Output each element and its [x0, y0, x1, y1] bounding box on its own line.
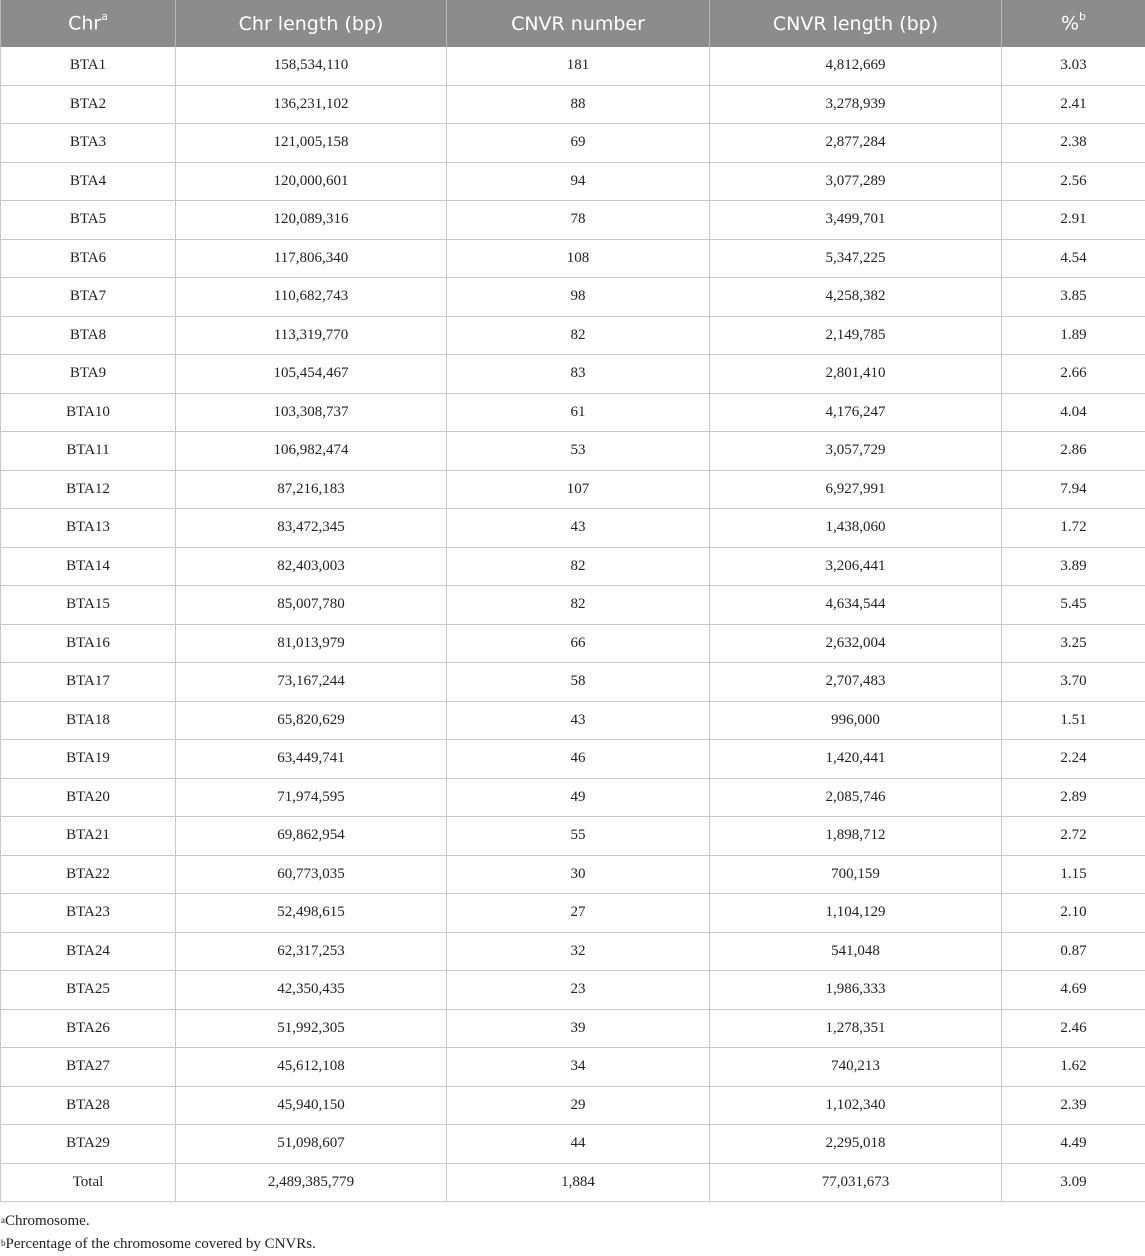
cell-cnvr-length: 77,031,673 [710, 1163, 1002, 1202]
table-row [1, 201, 1145, 240]
table-row [1, 470, 1145, 509]
cell-chr-length: 69,862,954 [176, 817, 447, 856]
cell-cnvr-length: 1,986,333 [710, 971, 1002, 1010]
footnotes [1, 1210, 316, 1256]
cell-percent: 3.25 [1002, 624, 1145, 663]
cell-chr: BTA3 [1, 124, 176, 163]
cell-cnvr-number: 44 [447, 1125, 710, 1164]
cell-cnvr-length: 4,176,247 [710, 393, 1002, 432]
cell-chr-length: 2,489,385,779 [176, 1163, 447, 1202]
cell-cnvr-number: 181 [447, 47, 710, 85]
cell-chr-length: 42,350,435 [176, 971, 447, 1010]
cell-chr: BTA23 [1, 894, 176, 933]
cell-cnvr-number: 94 [447, 162, 710, 201]
cell-chr: BTA13 [1, 509, 176, 548]
cell-percent: 1.72 [1002, 509, 1145, 548]
cell-cnvr-number: 23 [447, 971, 710, 1010]
cell-chr: BTA29 [1, 1125, 176, 1164]
cell-chr-length: 51,098,607 [176, 1125, 447, 1164]
header-cnvr-number: CNVR number [447, 0, 710, 47]
cell-cnvr-number: 66 [447, 624, 710, 663]
table-row [1, 1048, 1145, 1087]
cell-cnvr-length: 4,634,544 [710, 586, 1002, 625]
table-row [1, 894, 1145, 933]
cell-chr: BTA22 [1, 855, 176, 894]
cell-cnvr-number: 49 [447, 778, 710, 817]
table-row [1, 509, 1145, 548]
cell-chr-length: 63,449,741 [176, 740, 447, 779]
cell-cnvr-number: 55 [447, 817, 710, 856]
table-row [1, 316, 1145, 355]
cell-cnvr-length: 541,048 [710, 932, 1002, 971]
header-cnvr-length: CNVR length (bp) [710, 0, 1002, 47]
cell-cnvr-number: 83 [447, 355, 710, 394]
table-row [1, 701, 1145, 740]
cell-percent: 3.09 [1002, 1163, 1145, 1202]
cell-percent: 2.24 [1002, 740, 1145, 779]
cell-cnvr-number: 58 [447, 663, 710, 702]
cell-cnvr-length: 1,898,712 [710, 817, 1002, 856]
table-row [1, 47, 1145, 85]
cell-chr: BTA11 [1, 432, 176, 471]
cell-percent: 2.89 [1002, 778, 1145, 817]
cell-chr-length: 73,167,244 [176, 663, 447, 702]
cell-cnvr-length: 2,149,785 [710, 316, 1002, 355]
table-row [1, 1086, 1145, 1125]
cell-cnvr-length: 2,707,483 [710, 663, 1002, 702]
cell-chr-length: 81,013,979 [176, 624, 447, 663]
table-row [1, 355, 1145, 394]
cell-chr-length: 158,534,110 [176, 47, 447, 85]
cell-cnvr-length: 2,801,410 [710, 355, 1002, 394]
cell-percent: 1.62 [1002, 1048, 1145, 1087]
cell-chr: BTA16 [1, 624, 176, 663]
cell-chr: BTA12 [1, 470, 176, 509]
footnote-a: $^a$Chromosome. [1, 1210, 316, 1233]
table-row [1, 278, 1145, 317]
cell-cnvr-number: 46 [447, 740, 710, 779]
header-chr: Chr$^a$ [1, 0, 176, 47]
table-row [1, 817, 1145, 856]
cell-chr-length: 65,820,629 [176, 701, 447, 740]
cell-cnvr-number: 108 [447, 239, 710, 278]
cell-cnvr-length: 2,877,284 [710, 124, 1002, 163]
cell-cnvr-number: 43 [447, 701, 710, 740]
cell-cnvr-length: 4,258,382 [710, 278, 1002, 317]
cell-cnvr-number: 61 [447, 393, 710, 432]
cell-cnvr-length: 1,438,060 [710, 509, 1002, 548]
cell-cnvr-number: 98 [447, 278, 710, 317]
table-row [1, 971, 1145, 1010]
cell-chr-length: 120,089,316 [176, 201, 447, 240]
table-row [1, 432, 1145, 471]
cell-chr: BTA2 [1, 85, 176, 124]
cell-chr: BTA20 [1, 778, 176, 817]
cell-cnvr-length: 6,927,991 [710, 470, 1002, 509]
cell-chr: BTA5 [1, 201, 176, 240]
cell-cnvr-number: 69 [447, 124, 710, 163]
cell-cnvr-number: 43 [447, 509, 710, 548]
cell-percent: 2.56 [1002, 162, 1145, 201]
cell-chr: Total [1, 1163, 176, 1202]
cell-chr: BTA7 [1, 278, 176, 317]
cell-cnvr-length: 3,206,441 [710, 547, 1002, 586]
cell-chr-length: 82,403,003 [176, 547, 447, 586]
cell-chr: BTA18 [1, 701, 176, 740]
table-row [1, 586, 1145, 625]
cell-chr-length: 121,005,158 [176, 124, 447, 163]
cell-chr: BTA17 [1, 663, 176, 702]
cell-chr-length: 60,773,035 [176, 855, 447, 894]
cell-percent: 3.70 [1002, 663, 1145, 702]
cell-percent: 2.39 [1002, 1086, 1145, 1125]
cell-percent: 4.49 [1002, 1125, 1145, 1164]
cell-chr-length: 87,216,183 [176, 470, 447, 509]
table-row [1, 624, 1145, 663]
cell-percent: 1.15 [1002, 855, 1145, 894]
cell-cnvr-length: 3,077,289 [710, 162, 1002, 201]
cell-cnvr-length: 1,102,340 [710, 1086, 1002, 1125]
cell-percent: 3.85 [1002, 278, 1145, 317]
table-row [1, 1125, 1145, 1164]
cell-chr: BTA27 [1, 1048, 176, 1087]
cell-percent: 5.45 [1002, 586, 1145, 625]
cell-chr-length: 117,806,340 [176, 239, 447, 278]
cell-percent: 3.89 [1002, 547, 1145, 586]
cell-chr: BTA6 [1, 239, 176, 278]
cell-cnvr-number: 53 [447, 432, 710, 471]
table-body [1, 47, 1145, 1202]
cell-percent: 2.38 [1002, 124, 1145, 163]
cell-cnvr-length: 3,278,939 [710, 85, 1002, 124]
cell-chr-length: 120,000,601 [176, 162, 447, 201]
cell-percent: 4.69 [1002, 971, 1145, 1010]
table-row [1, 124, 1145, 163]
table-row [1, 162, 1145, 201]
cell-cnvr-length: 2,632,004 [710, 624, 1002, 663]
cell-chr-length: 62,317,253 [176, 932, 447, 971]
cell-cnvr-length: 1,420,441 [710, 740, 1002, 779]
cell-chr-length: 110,682,743 [176, 278, 447, 317]
cell-chr: BTA1 [1, 47, 176, 85]
cell-percent: 2.66 [1002, 355, 1145, 394]
cell-cnvr-number: 1,884 [447, 1163, 710, 1202]
cell-cnvr-length: 700,159 [710, 855, 1002, 894]
cell-chr: BTA24 [1, 932, 176, 971]
table-row [1, 1009, 1145, 1048]
table-header [1, 0, 1145, 47]
cell-cnvr-number: 27 [447, 894, 710, 933]
cell-cnvr-number: 39 [447, 1009, 710, 1048]
cell-cnvr-number: 82 [447, 316, 710, 355]
cell-cnvr-length: 3,057,729 [710, 432, 1002, 471]
cell-chr-length: 103,308,737 [176, 393, 447, 432]
cell-chr: BTA21 [1, 817, 176, 856]
cell-chr: BTA15 [1, 586, 176, 625]
cell-cnvr-number: 34 [447, 1048, 710, 1087]
table-row [1, 85, 1145, 124]
cell-percent: 2.91 [1002, 201, 1145, 240]
table-row [1, 932, 1145, 971]
cell-percent: 2.72 [1002, 817, 1145, 856]
cell-chr-length: 113,319,770 [176, 316, 447, 355]
cell-percent: 1.51 [1002, 701, 1145, 740]
cell-cnvr-length: 2,295,018 [710, 1125, 1002, 1164]
cell-chr: BTA10 [1, 393, 176, 432]
table-row [1, 547, 1145, 586]
cell-chr-length: 45,612,108 [176, 1048, 447, 1087]
table-row [1, 740, 1145, 779]
cell-percent: 0.87 [1002, 932, 1145, 971]
cell-chr: BTA19 [1, 740, 176, 779]
table-row [1, 239, 1145, 278]
footnote-b: $^b$Percentage of the chromosome covered by CNVRs. [1, 1233, 316, 1256]
cell-chr-length: 45,940,150 [176, 1086, 447, 1125]
cell-percent: 2.10 [1002, 894, 1145, 933]
cell-chr: BTA8 [1, 316, 176, 355]
cell-percent: 2.41 [1002, 85, 1145, 124]
cell-chr: BTA25 [1, 971, 176, 1010]
cell-chr: BTA28 [1, 1086, 176, 1125]
cell-cnvr-length: 2,085,746 [710, 778, 1002, 817]
cell-chr-length: 83,472,345 [176, 509, 447, 548]
cell-chr: BTA14 [1, 547, 176, 586]
cell-chr-length: 52,498,615 [176, 894, 447, 933]
cell-percent: 3.03 [1002, 47, 1145, 85]
cell-chr: BTA9 [1, 355, 176, 394]
cell-cnvr-length: 740,213 [710, 1048, 1002, 1087]
cell-percent: 1.89 [1002, 316, 1145, 355]
header-chr-length: Chr length (bp) [176, 0, 447, 47]
cell-percent: 2.86 [1002, 432, 1145, 471]
cell-chr-length: 136,231,102 [176, 85, 447, 124]
cell-cnvr-length: 3,499,701 [710, 201, 1002, 240]
cell-percent: 4.54 [1002, 239, 1145, 278]
cell-percent: 7.94 [1002, 470, 1145, 509]
table-row [1, 393, 1145, 432]
cell-chr: BTA4 [1, 162, 176, 201]
cell-chr-length: 51,992,305 [176, 1009, 447, 1048]
cell-cnvr-number: 29 [447, 1086, 710, 1125]
cell-cnvr-number: 88 [447, 85, 710, 124]
cell-cnvr-length: 1,104,129 [710, 894, 1002, 933]
cell-chr-length: 85,007,780 [176, 586, 447, 625]
cell-cnvr-number: 30 [447, 855, 710, 894]
table-row [1, 778, 1145, 817]
cell-cnvr-length: 996,000 [710, 701, 1002, 740]
header-percent: %$^b$ [1002, 0, 1145, 47]
cell-percent: 4.04 [1002, 393, 1145, 432]
cell-cnvr-length: 4,812,669 [710, 47, 1002, 85]
total-row [1, 1163, 1145, 1202]
cell-percent: 2.46 [1002, 1009, 1145, 1048]
table-row [1, 663, 1145, 702]
cell-chr-length: 106,982,474 [176, 432, 447, 471]
table-row [1, 855, 1145, 894]
cell-cnvr-number: 82 [447, 547, 710, 586]
cell-chr: BTA26 [1, 1009, 176, 1048]
cell-cnvr-length: 5,347,225 [710, 239, 1002, 278]
cell-chr-length: 105,454,467 [176, 355, 447, 394]
cell-cnvr-number: 107 [447, 470, 710, 509]
cell-cnvr-number: 82 [447, 586, 710, 625]
header-row [1, 0, 1145, 47]
cell-cnvr-length: 1,278,351 [710, 1009, 1002, 1048]
cell-chr-length: 71,974,595 [176, 778, 447, 817]
cell-cnvr-number: 32 [447, 932, 710, 971]
cell-cnvr-number: 78 [447, 201, 710, 240]
